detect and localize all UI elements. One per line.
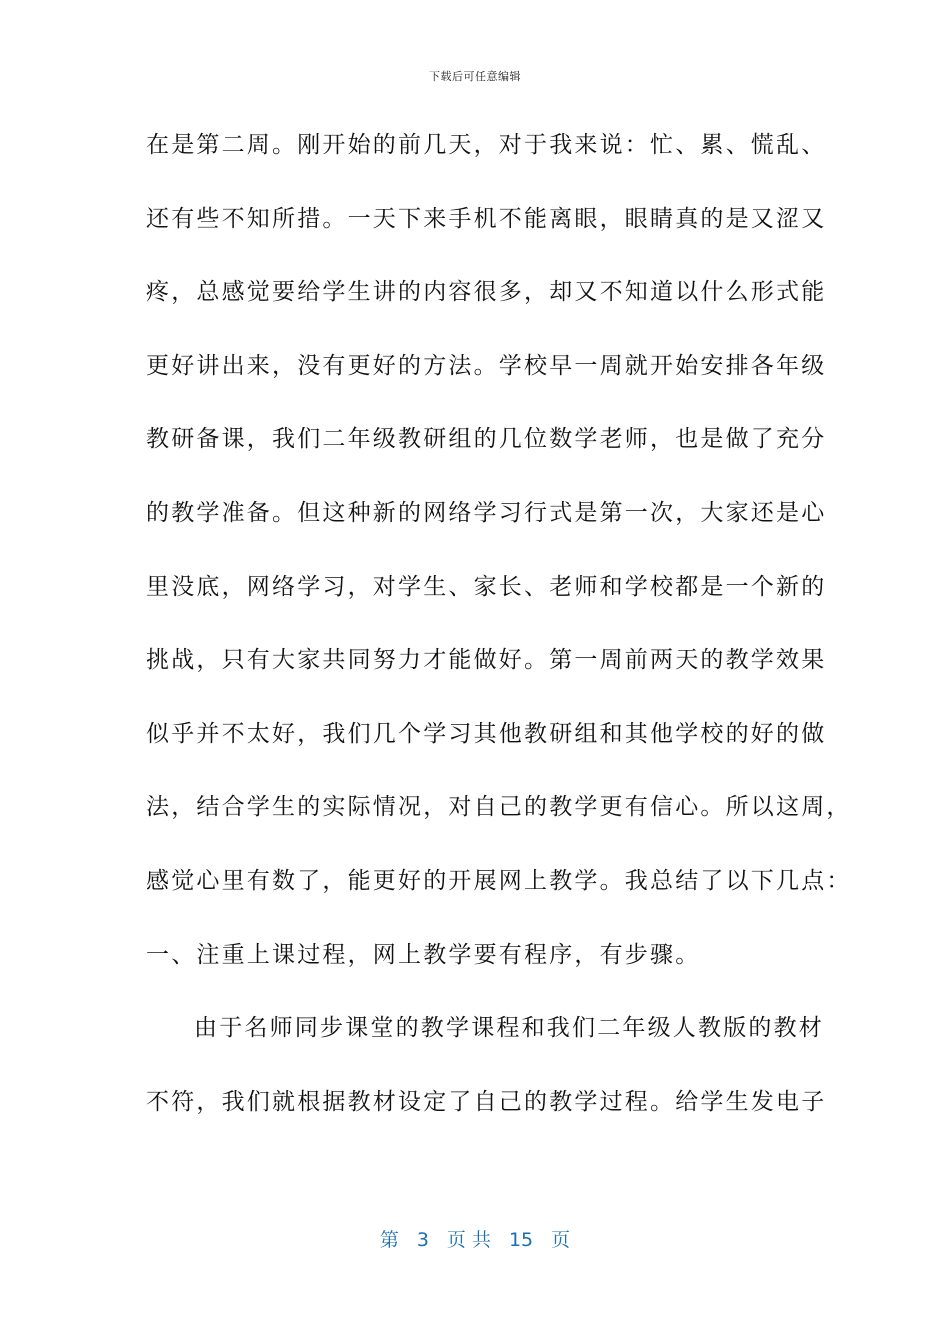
text-line: 还有些不知所措。一天下来手机不能离眼，眼睛真的是又涩又	[146, 205, 827, 232]
text-line: 在是第二周。刚开始的前几天，对于我来说：忙、累、慌乱、	[146, 132, 827, 158]
footer-prefix: 第	[379, 1229, 399, 1251]
text-line: 里没底，网络学习，对学生、家长、老师和学校都是一个新的	[146, 573, 827, 600]
document-body	[146, 122, 852, 1152]
text-line: 教研备课，我们二年级教研组的几位数学老师，也是做了充分	[146, 426, 827, 453]
section-heading: 一、注重上课过程，网上教学要有程序，有步骤。	[146, 941, 701, 968]
text-line: 感觉心里有数了，能更好的开展网上教学。我总结了以下几点：	[146, 867, 852, 894]
text-line: 似乎并不太好，我们几个学习其他教研组和其他学校的好的做	[146, 720, 827, 747]
header-note: 下载后可任意编辑	[429, 70, 521, 83]
total-pages-number: 15	[508, 1229, 534, 1251]
text-line: 法，结合学生的实际情况，对自己的教学更有信心。所以这周，	[146, 794, 852, 821]
text-line: 更好讲出来，没有更好的方法。学校早一周就开始安排各年级	[146, 352, 827, 379]
paragraph-first-line: 由于名师同步课堂的教学课程和我们二年级人教版的教材	[194, 1015, 824, 1042]
text-line: 不符，我们就根据教材设定了自己的教学过程。给学生发电子	[146, 1088, 827, 1115]
page-footer	[0, 1225, 950, 1252]
text-line: 疼，总感觉要给学生讲的内容很多，却又不知道以什么形式能	[146, 279, 827, 306]
footer-middle: 页 共	[446, 1229, 491, 1251]
text-line: 的教学准备。但这种新的网络学习行式是第一次，大家还是心	[146, 499, 827, 526]
current-page-number: 3	[416, 1229, 429, 1251]
text-line: 挑战，只有大家共同努力才能做好。第一周前两天的教学效果	[146, 647, 827, 674]
footer-suffix: 页	[551, 1229, 571, 1251]
